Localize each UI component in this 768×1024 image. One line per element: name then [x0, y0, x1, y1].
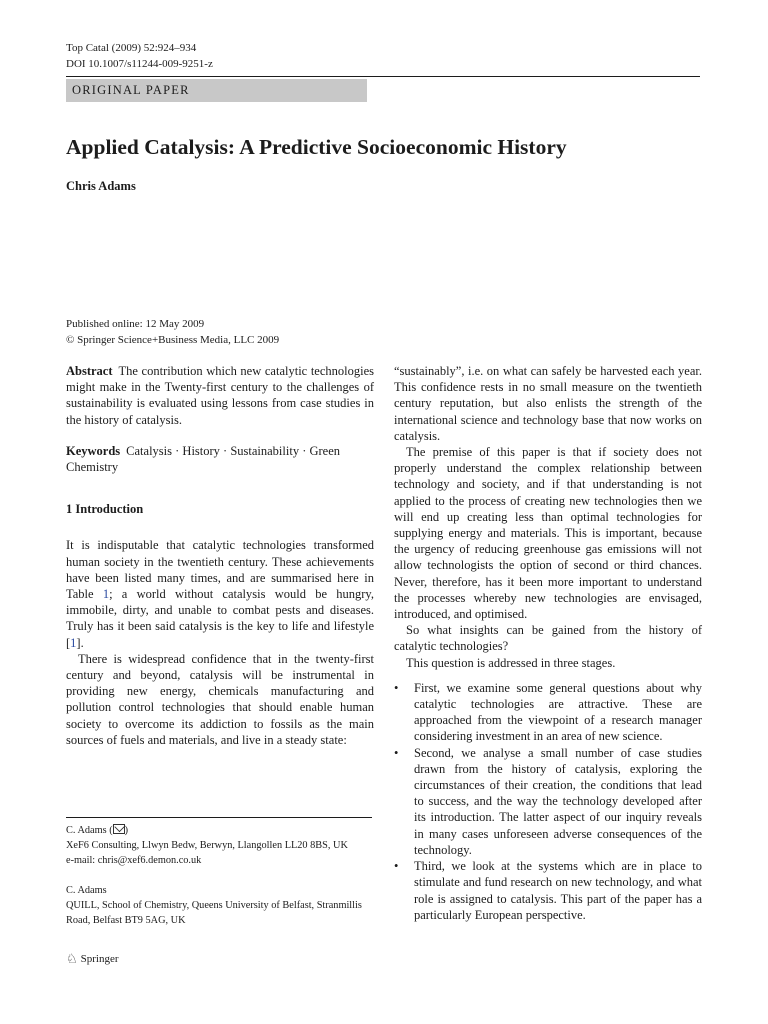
journal-citation [66, 40, 213, 72]
list-item [394, 745, 702, 858]
copyright-line: © Springer Science+Business Media, LLC 2009 [66, 334, 280, 346]
section-heading-introduction: 1 Introduction [66, 502, 144, 517]
intro-text: ; a world without catalysis would be hungry, immobile, dirty, and unable to combat pests and diseases. Truly has it been said catalysis is the key to life and lifestyle [ [66, 587, 374, 650]
list-item [394, 858, 702, 923]
author-1-name [66, 823, 372, 838]
author-footnote [66, 823, 372, 942]
citation-1-link[interactable]: 1 [70, 635, 77, 650]
stages-list [394, 680, 702, 923]
author-name: Chris Adams [66, 179, 136, 193]
abstract-label: Abstract [66, 364, 113, 378]
author-1-affiliation: XeF6 Consulting, Llwyn Bedw, Berwyn, Llangollen LL20 8BS, UK [66, 840, 348, 852]
envelope-icon[interactable] [113, 824, 125, 834]
author-affiliation-2 [66, 883, 372, 929]
bullet-icon: • [394, 745, 399, 760]
keywords-text: Catalysis · History · Sustainability · Green Chemistry [66, 443, 341, 475]
publisher-footer [66, 951, 119, 967]
author-1-email[interactable]: e-mail: chris@xef6.demon.co.uk [66, 855, 202, 867]
paper-type-banner: ORIGINAL PAPER [66, 79, 367, 102]
list-item-text: First, we examine some general questions about why catalytic technologies are attractive. These are approached from the viewpoint of a research manager considering investment in an area of new science. [414, 680, 702, 744]
footnote-rule [66, 817, 372, 818]
right-column [394, 363, 702, 923]
intro-text: It is indisputable that catalytic technologies transformed human society in the twentieth century. These achievements have been listed many times, and are summarised here in Table [66, 538, 374, 602]
publisher-name: Springer [80, 953, 119, 965]
author-2-name: C. Adams [66, 884, 107, 896]
abstract [66, 363, 374, 428]
keywords-label: Keywords [66, 443, 121, 458]
body-paragraph: This question is addressed in three stages. [406, 655, 616, 670]
paper-title: Applied Catalysis: A Predictive Socioeconomic History [66, 135, 567, 159]
intro-paragraph-1 [66, 537, 374, 650]
body-paragraph: The premise of this paper is that if society does not properly understand the complex relationship between technology and society, and if that understanding is not applied to the process of creating new technologies then we will end up creating less than optimal technologies for supplying energy and materials. This is important, because the urgency of reducing greenhouse gas emissions will not allow technologists the option of second or third chances. Never, therefore, has it been more important to understand the processes whereby new technologies are envisaged, introduced, and optimised. [394, 445, 702, 622]
body-paragraph: “sustainably”, i.e. on what can safely be harvested each year. This confidence rests in no small measure on the twentieth century reputation, but also enlists the strength of the international science and technology base that now works on catalysis. [394, 364, 702, 443]
author-2-affiliation: QUILL, School of Chemistry, Queens University of Belfast, Stranmillis Road, Belfast BT9 5AG, UK [66, 899, 362, 927]
springer-horse-icon: ♘ [66, 951, 78, 966]
bullet-icon: • [394, 680, 399, 695]
body-paragraph: So what insights can be gained from the history of catalytic technologies? [394, 623, 702, 654]
intro-text: ]. [76, 635, 84, 650]
bullet-icon: • [394, 859, 399, 874]
header-rule [66, 76, 700, 77]
author-name-text: ) [124, 825, 129, 836]
list-item-text: Second, we analyse a small number of case studies drawn from the history of catalysis, exploring the circumstances of their creation, the conditions that lead to success, and the way the technology developed after its introduction. The latter aspect of our inquiry reveals in many cases unforeseen adverse consequences of the technology. [414, 745, 702, 857]
journal-line: Top Catal (2009) 52:924–934 [66, 42, 197, 54]
abstract-text: The contribution which new catalytic technologies might make in the Twenty-first century to the challenges of sustainability is evaluated using lessons from case studies in the history of catalysis. [66, 364, 374, 427]
publication-info [66, 316, 279, 348]
author-name-text: C. Adams ( [66, 825, 113, 836]
published-date: Published online: 12 May 2009 [66, 318, 205, 330]
author-affiliation-1 [66, 823, 372, 869]
left-column [66, 363, 374, 748]
intro-paragraph-2: There is widespread confidence that in the twenty-first century and beyond, catalysis will be instrumental in providing new energy, chemicals manufacturing and pollution control technologies that should enable human society to overcome its addiction to fossils as the main sources of fuels and materials, and live in a steady state: [66, 651, 374, 747]
doi-line: DOI 10.1007/s11244-009-9251-z [66, 58, 213, 70]
list-item-text: Third, we look at the systems which are in place to stimulate and fund research on new technology, and what role is assigned to catalysis. This part of the paper has a particularly European perspective. [414, 859, 702, 922]
list-item [394, 680, 702, 745]
table-1-link[interactable]: 1 [102, 587, 110, 602]
keywords [66, 443, 374, 475]
